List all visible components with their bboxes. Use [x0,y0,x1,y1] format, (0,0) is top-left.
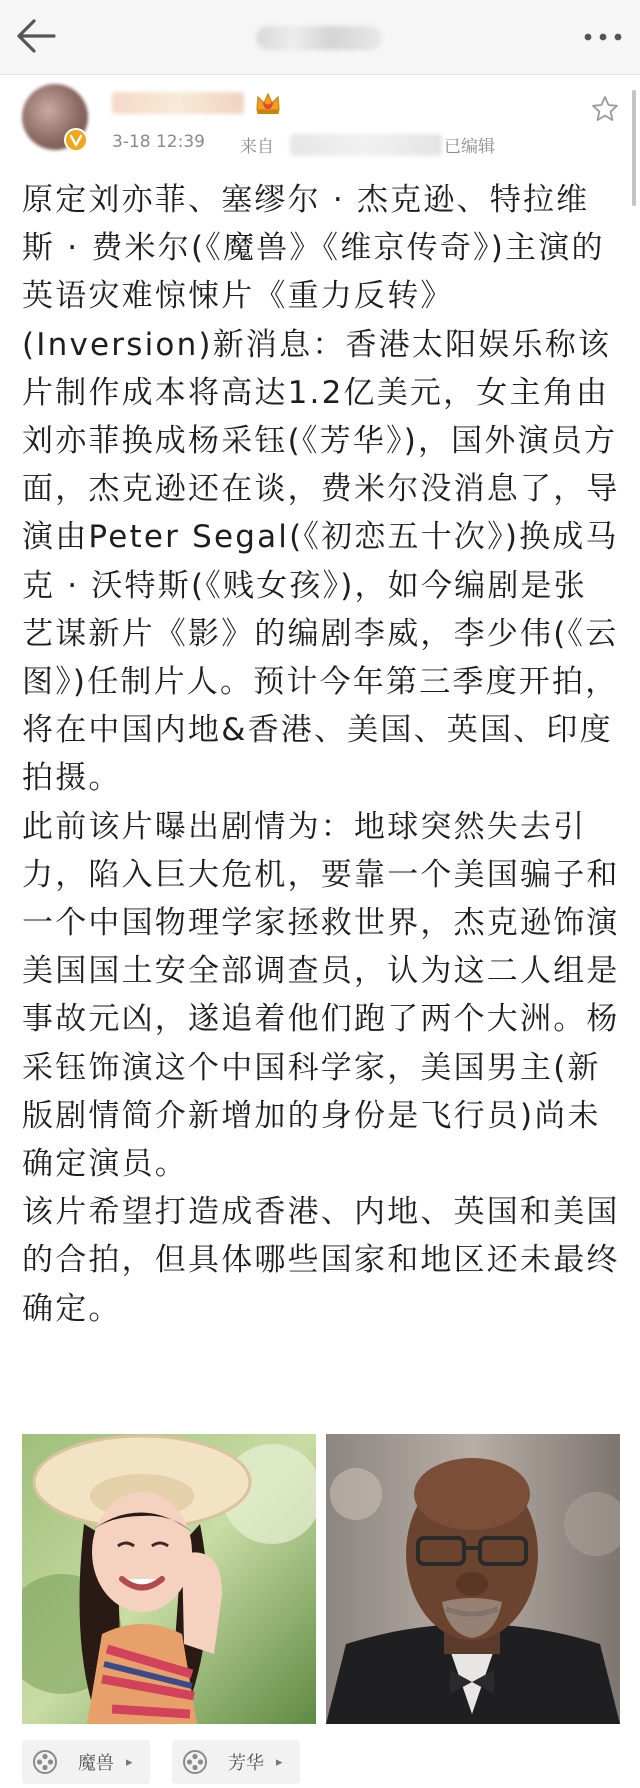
more-options-button[interactable] [580,22,626,52]
post-image-2[interactable] [326,1434,620,1724]
post-paragraph: 该片希望打造成香港、内地、英国和美国的合拍，但具体哪些国家和地区还未最终确定。 [22,1194,620,1327]
topic-tag-label: 魔兽 [78,1753,114,1774]
back-button[interactable] [14,14,62,58]
post-meta [112,132,532,158]
film-reel-icon [32,1749,58,1775]
post-paragraph: 此前该片曝出剧情为：地球突然失去引力，陷入巨大危机，要靠一个美国骗子和一个中国物理学家拯救世界，杰克逊饰演美国国土安全部调查员，认为这二人组是事故元凶，遂追着他们跑了两个大洲。杨采钰饰演这个中国科学家，美国男主(新版剧情简介新增加的身份是飞行员)尚未确定演员。 [22,808,620,1183]
source-prefix: 来自 [240,137,274,157]
post-image-1[interactable] [22,1434,316,1724]
favorite-button[interactable] [590,94,620,124]
chevron-right-icon: ▸ [126,1754,133,1770]
arrow-left-icon [14,14,62,58]
edited-label[interactable]: 已编辑 [444,137,495,157]
film-reel-icon [182,1749,208,1775]
topic-tag-label: 芳华 [228,1753,264,1774]
scrollbar[interactable] [632,90,636,206]
photo-man-glasses [326,1434,620,1724]
post-timestamp: 3-18 12:39 [112,132,205,152]
photo-woman-hat [22,1434,316,1724]
top-nav-bar [0,0,640,75]
post-paragraph: 原定刘亦菲、塞缪尔 · 杰克逊、特拉维斯 · 费米尔(《魔兽》《维京传奇》)主演的英语灾难惊悚片《重力反转》(Inversion)新消息：香港太阳娱乐称该片制作成本将高达1.2亿美元，女主角由刘亦菲换成杨采钰(《芳华》)，国外演员方面，杰克逊还在谈，费米尔没消息了，导演由Peter Segal(《初恋五十次》)换成马克 · 沃特斯(《贱女孩》)，如今编剧是张艺谋新片《影》的编剧李威，李少伟(《云图》)任制片人。预计今年第三季度开拍，将在中国内地&香港、美国、英国、印度拍摄。 [22,182,620,797]
crown-badge-icon [254,90,282,116]
post-content [22,176,620,1333]
topic-tag[interactable] [172,1740,300,1784]
more-dots-icon [580,22,626,52]
nav-title-redacted [256,26,382,50]
chevron-right-icon: ▸ [276,1754,283,1770]
topic-tag[interactable] [22,1740,150,1784]
star-outline-icon [590,94,620,124]
verified-v-icon [64,128,88,152]
username-redacted[interactable] [112,92,244,114]
source-redacted [290,134,442,156]
